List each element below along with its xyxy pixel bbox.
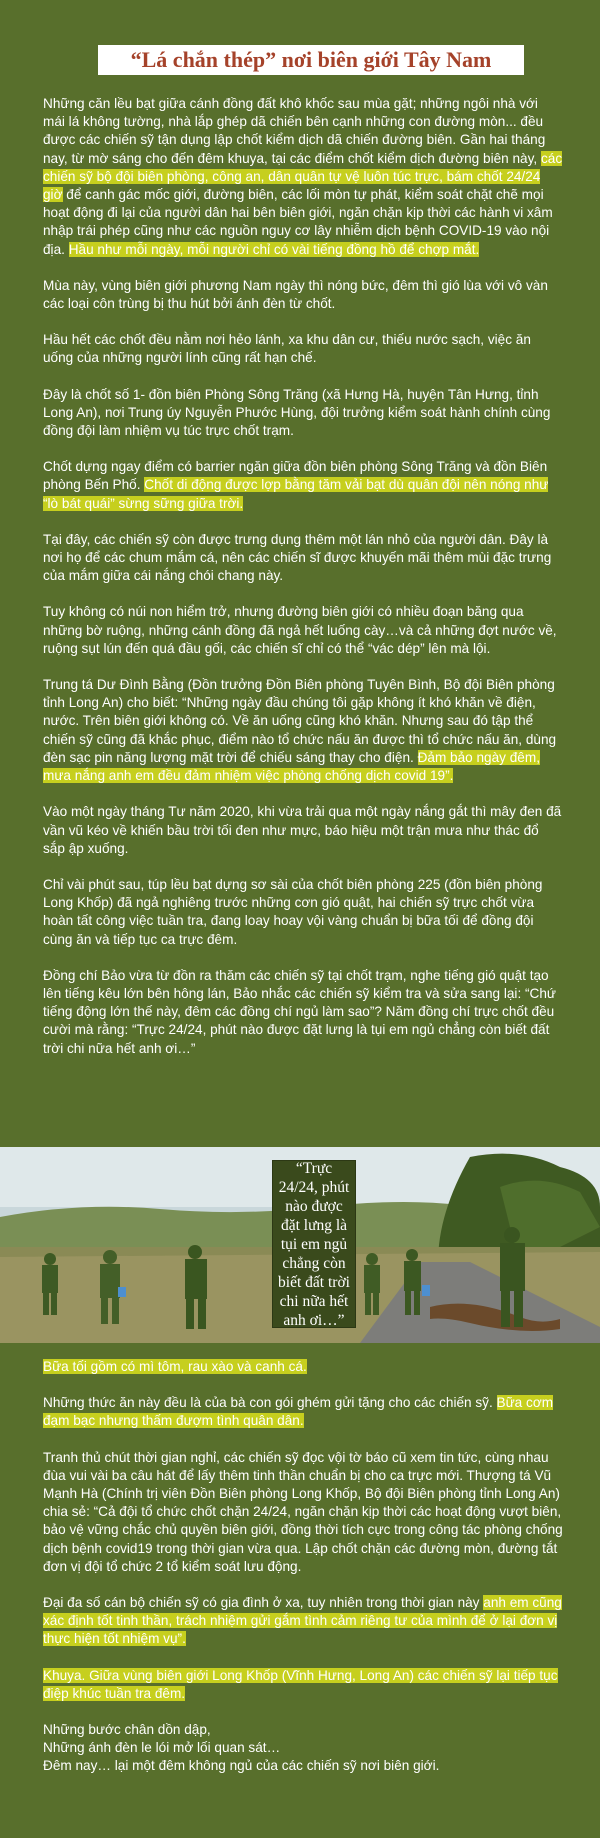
highlight: Bữa cơm đạm bạc nhưng thấm đượm tình quân dân. — [43, 1395, 554, 1429]
paragraph-1: Những căn lều bạt giữa cánh đồng đất khô khốc sau mùa gặt; những ngôi nhà với mái lá không tường, nhà lắp ghép dã chiến bên cạnh những con đường mòn... đều được các chiến sỹ tận dụng lập chốt kiểm dịch dã chiến đường biên. Gần hai tháng nay, từ mờ sáng cho đến đêm khuya, tại các điểm chốt kiểm dịch đường biên này, các chiến sỹ bộ đội biên phòng, công an, dân quân tự vệ luôn túc trực, bám chốt 24/24 giờ để canh gác mốc giới, đường biên, các lối mòn tự phát, kiểm soát chặt chẽ mọi hoạt động đi lại của người dân hai bên biên giới, ngăn chặn kịp thời các hành vi xâm nhập trái phép cũng như các nguồn nguy cơ lây nhiễm dịch bệnh COVID-19 vào nội địa. Hầu như mỗi ngày, mỗi người chỉ có vài tiếng đồng hồ để chợp mắt. — [43, 96, 563, 257]
paragraph-11: Đồng chí Bảo vừa từ đồn ra thăm các chiến sỹ tại chốt trạm, nghe tiếng gió quật tạo lên tiếng kêu lớn bên hông lán, Bảo nhắc các chiến sỹ kiểm tra và sửa sang lại: “Chứ tiếng động lớn thế này, đêm các đồng chí ngủ làm sao”? Năm đồng chí trực chốt đều cười mà rằng: “Trực 24/24, phút nào được đặt lưng là tụi em ngủ chẳng còn biết đất trời chi nữa hết anh ơi…” — [43, 967, 556, 1056]
highlight: Đảm bảo ngày đêm, mưa nắng anh em đều đảm nhiệm việc phòng chống dịch covid 19”. — [43, 749, 540, 784]
paragraph-15: Đại đa số cán bộ chiến sỹ có gia đình ở xa, tuy nhiên trong thời gian này anh em cũng xác định tốt tinh thần, trách nhiệm gửi gắm tình cảm riêng tư của mình để ở lại đơn vị thực hiện tốt nhiệm vụ”. — [43, 1595, 562, 1647]
paragraph-16 — [43, 1667, 563, 1703]
highlight: Chốt di động được lợp bằng tăm vải bạt dù quân đội nên nóng như “lò bát quái” sừng sững giữa trời. — [43, 477, 549, 511]
paragraph-6: Tại đây, các chiến sỹ còn được trưng dụng thêm một lán nhỏ của người dân. Đây là nơi họ để các chum mắm cá, nên các chiến sĩ được khuyến mãi thêm mùi đặc trưng của mắm giữa cái nắng chói chang này. — [43, 531, 552, 584]
paragraph-2: Mùa này, vùng biên giới phương Nam ngày thì nóng bức, đêm thì gió lùa với vô vàn các loại côn trùng bị thu hút bởi ánh đèn từ chốt. — [43, 277, 548, 312]
pull-quote-text: “Trực 24/24, phút nào được đặt lưng là tụi em ngủ chẳng còn biết đất trời chi nữa hết anh ơi…” — [278, 1159, 350, 1329]
paragraph-4: Đây là chốt số 1- đồn biên Phòng Sông Trăng (xã Hưng Hà, huyện Tân Hưng, tỉnh Long An), nơi Trung úy Nguyễn Phước Hùng, đội trưởng kiểm soát hành chính cùng đồng đội làm nhiệm vụ túc trực chốt trạm. — [43, 386, 551, 439]
paragraph-9: Vào một ngày tháng Tư năm 2020, khi vừa trải qua một ngày nắng gắt thì mây đen đã vần vũ kéo về khiến bầu trời tối đen như mực, báo hiệu một trận mưa như thác đổ sắp ập xuống. — [43, 804, 562, 856]
article-body-bottom — [43, 1358, 563, 1794]
highlight: Bữa tối gồm có mì tôm, rau xào và canh cá. — [43, 1359, 307, 1374]
paragraph-13: Những thức ăn này đều là của bà con gói ghém gửi tặng cho các chiến sỹ. Bữa cơm đạm bạc nhưng thấm đượm tình quân dân. — [43, 1395, 554, 1429]
highlight: các chiến sỹ bộ đội biên phòng, công an, dân quân tự vệ luôn túc trực, bám chốt 24/24 giờ — [43, 150, 563, 203]
pull-quote — [272, 1160, 356, 1328]
paragraph-5: Chốt dựng ngay điểm có barrier ngăn giữa đồn biên phòng Sông Trăng và đồn Biên phòng Bến Phố. Chốt di động được lợp bằng tăm vải bạt dù quân đội nên nóng như “lò bát quái” sừng sững giữa trời. — [43, 459, 549, 511]
paragraph-14: Tranh thủ chút thời gian nghỉ, các chiến sỹ đọc vội tờ báo cũ xem tin tức, cùng nhau đùa vui vài ba câu hát để lấy thêm tinh thần chuẩn bị cho ca trực mới. Thượng tá Vũ Mạnh Hà (Chính trị viên Đồn Biên phòng Long Khốp, Bộ đội Biên phòng tỉnh Long An) chia sẻ: “Cả đội tổ chức chốt chặn 24/24, ngăn chặn kịp thời các hoạt động vượt biên, bảo vệ vững chắc chủ quyền biên giới, đồng thời tích cực trong công tác phòng chống dịch bệnh covid19 trong thời gian vừa qua. Lập chốt chặn các đường mòn, đường tắt đơn vị đội tổ chức 2 tổ kiểm soát lưu động. — [43, 1449, 563, 1574]
paragraph-12 — [43, 1358, 563, 1376]
highlight: Khuya. Giữa vùng biên giới Long Khốp (Vĩnh Hưng, Long An) các chiến sỹ lại tiếp tục điệp khúc tuần tra đêm. — [43, 1667, 558, 1701]
highlight: Hầu như mỗi ngày, mỗi người chỉ có vài tiếng đồng hồ để chợp mắt. — [68, 241, 480, 257]
paragraph-10: Chỉ vài phút sau, túp lều bạt dựng sơ sài của chốt biên phòng 225 (đồn biên phòng Long Khốp) đã ngả nghiêng trước những cơn gió quật, hai chiến sỹ trực chốt vừa hoàn tất công việc tuần tra, đang loay hoay vội vàng chuẩn bị bữa tối để đồng đội cùng ăn và tiếp tục ca trực đêm. — [43, 876, 543, 947]
article-body-top — [43, 95, 563, 1076]
page-title: “Lá chắn thép” nơi biên giới Tây Nam — [130, 47, 492, 72]
title-banner — [98, 45, 524, 75]
paragraph-3: Hầu hết các chốt đều nằm nơi hẻo lánh, xa khu dân cư, thiếu nước sạch, việc ăn uống của những người lính cũng rất hạn chế. — [43, 332, 531, 366]
paragraph-8: Trung tá Dư Đình Bằng (Đồn trưởng Đồn Biên phòng Tuyên Bình, Bộ đội Biên phòng tỉnh Long An) cho biết: “Những ngày đầu chúng tôi gặp không ít khó khăn về điện, nước. Trên biên giới không có. Về ăn uống cũng khó khăn. Nhưng sau đó tập thể chiến sỹ cũng đã khắc phục, điểm nào tổ chức nấu ăn được thì tổ chức nấu ăn, dùng đèn sạc pin năng lượng mặt trời để chiếu sáng thay cho điện. Đảm bảo ngày đêm, mưa nắng anh em đều đảm nhiệm việc phòng chống dịch covid 19”. — [43, 677, 557, 784]
highlight: anh em cũng xác định tốt tinh thần, trách nhiệm gửi gắm tình cảm riêng tư của mình để ở lại đơn vị thực hiện tốt nhiệm vụ”. — [43, 1595, 562, 1647]
paragraph-17: Những bước chân dồn dập, Những ánh đèn le lói mở lối quan sát… Đêm nay… lại một đêm không ngủ của các chiến sỹ nơi biên giới. — [43, 1722, 440, 1774]
paragraph-7: Tuy không có núi non hiểm trở, nhưng đường biên giới có nhiều đoạn băng qua những bờ ruộng, những cánh đồng đã ngả hết luống cày…và cả những đợt nước về, ruộng sụt lún đến quá đầu gối, các chiến sĩ chỉ có thể “vác dép” lên mà lội. — [43, 604, 557, 656]
